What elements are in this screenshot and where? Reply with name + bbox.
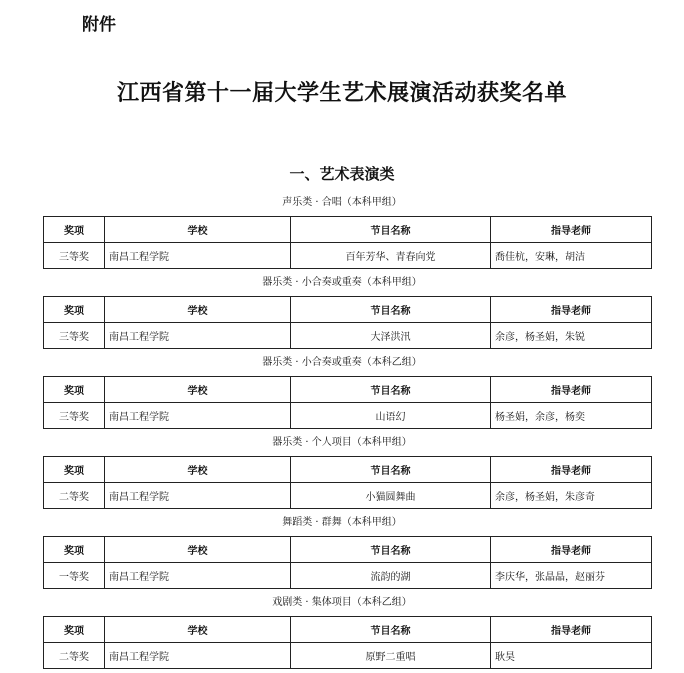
category-title: 声乐类 · 合唱（本科甲组）: [282, 197, 402, 208]
header-school: 学校: [105, 377, 291, 403]
table-row: [44, 243, 652, 269]
category-instrumental-ensemble-b: [0, 349, 684, 429]
table-row: [44, 563, 652, 589]
section-title: 一、艺术表演类: [289, 165, 395, 183]
table-header-row: [44, 537, 652, 563]
header-school: 学校: [105, 297, 291, 323]
award-categories: [0, 189, 684, 669]
cell-teacher: 余彦，杨圣娟，朱彦奇: [491, 483, 652, 509]
category-title: 器乐类 · 个人项目（本科甲组）: [272, 437, 412, 448]
table-row: [44, 483, 652, 509]
cell-program: 百年芳华、青春向党: [291, 243, 491, 269]
header-level: 奖项: [44, 297, 105, 323]
cell-program: 山语幻: [291, 403, 491, 429]
cell-school: 南昌工程学院: [105, 643, 291, 669]
cell-school: 南昌工程学院: [105, 403, 291, 429]
cell-teacher: 耿昊: [491, 643, 652, 669]
cell-school: 南昌工程学院: [105, 323, 291, 349]
table-header-row: [44, 617, 652, 643]
cell-school: 南昌工程学院: [105, 243, 291, 269]
category-vocal-choir: [0, 189, 684, 269]
header-program: 节目名称: [291, 297, 491, 323]
attachment-label: 附件: [82, 15, 116, 35]
table-header-row: [44, 377, 652, 403]
table-header-row: [44, 297, 652, 323]
cell-teacher: 喬佳杭，安琳，胡洁: [491, 243, 652, 269]
header-teacher: 指导老师: [491, 297, 652, 323]
table-header-row: [44, 217, 652, 243]
category-dance-group: [0, 509, 684, 589]
award-table: [43, 376, 652, 429]
cell-level: 二等奖: [44, 483, 105, 509]
award-table: [43, 456, 652, 509]
cell-program: 大泽洪汛: [291, 323, 491, 349]
category-instrumental-solo: [0, 429, 684, 509]
cell-program: 流韵的湖: [291, 563, 491, 589]
header-teacher: 指导老师: [491, 617, 652, 643]
cell-level: 二等奖: [44, 643, 105, 669]
header-level: 奖项: [44, 217, 105, 243]
header-program: 节目名称: [291, 537, 491, 563]
header-teacher: 指导老师: [491, 457, 652, 483]
cell-teacher: 杨圣娟，余彦，杨奕: [491, 403, 652, 429]
category-title: 器乐类 · 小合奏或重奏（本科甲组）: [262, 277, 422, 288]
cell-program: 原野二重唱: [291, 643, 491, 669]
header-school: 学校: [105, 217, 291, 243]
table-row: [44, 643, 652, 669]
header-level: 奖项: [44, 617, 105, 643]
document-title: 江西省第十一届大学生艺术展演活动获奖名单: [116, 81, 567, 106]
category-drama-group: [0, 589, 684, 669]
cell-school: 南昌工程学院: [105, 563, 291, 589]
award-table: [43, 216, 652, 269]
award-table: [43, 536, 652, 589]
table-row: [44, 323, 652, 349]
header-level: 奖项: [44, 457, 105, 483]
header-school: 学校: [105, 457, 291, 483]
header-program: 节目名称: [291, 217, 491, 243]
header-program: 节目名称: [291, 617, 491, 643]
cell-school: 南昌工程学院: [105, 483, 291, 509]
header-program: 节目名称: [291, 457, 491, 483]
header-program: 节目名称: [291, 377, 491, 403]
header-teacher: 指导老师: [491, 217, 652, 243]
cell-level: 一等奖: [44, 563, 105, 589]
cell-teacher: 李庆华，张晶晶，赵丽芬: [491, 563, 652, 589]
table-row: [44, 403, 652, 429]
header-teacher: 指导老师: [491, 537, 652, 563]
header-school: 学校: [105, 617, 291, 643]
header-school: 学校: [105, 537, 291, 563]
header-level: 奖项: [44, 377, 105, 403]
category-title: 戏剧类 · 集体项目（本科乙组）: [272, 597, 412, 608]
cell-level: 三等奖: [44, 403, 105, 429]
award-table: [43, 616, 652, 669]
category-instrumental-ensemble-a: [0, 269, 684, 349]
table-header-row: [44, 457, 652, 483]
cell-program: 小猫圆舞曲: [291, 483, 491, 509]
category-title: 舞蹈类 · 群舞（本科甲组）: [282, 517, 402, 528]
award-table: [43, 296, 652, 349]
cell-level: 三等奖: [44, 323, 105, 349]
header-teacher: 指导老师: [491, 377, 652, 403]
category-title: 器乐类 · 小合奏或重奏（本科乙组）: [262, 357, 422, 368]
header-level: 奖项: [44, 537, 105, 563]
cell-level: 三等奖: [44, 243, 105, 269]
cell-teacher: 余彦，杨圣娟，朱锐: [491, 323, 652, 349]
